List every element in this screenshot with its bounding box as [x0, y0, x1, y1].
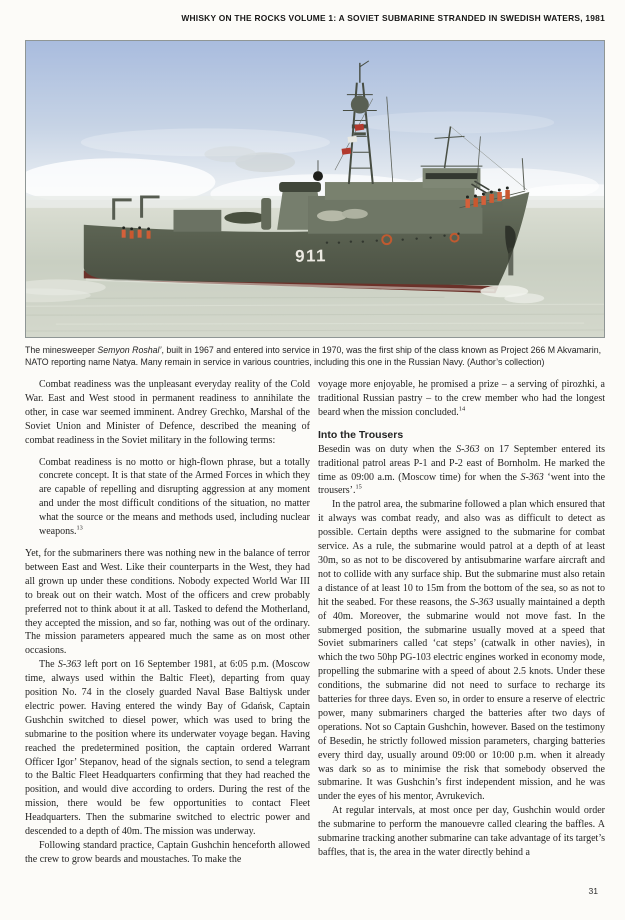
text-segment: S-363	[57, 659, 82, 671]
text-segment: Semyon Roshal’	[97, 345, 162, 355]
body-paragraph	[318, 443, 605, 499]
text-segment: Yet, for the submariners there was nothing new in the balance of terror between East and West. Like their counterparts in the West, they had all grown up under these conditions. Nobody expected World War III to break out on their watch. Most of the officers and crew probably preferred not to think about it at all. Tasked to defend the Motherland, they accepted the mission, and so far, nothing was out of the ordinary. The mission parameters appeared much the same as on most other occasions.	[25, 547, 310, 657]
page-number: 31	[588, 886, 598, 896]
footnote-ref: 13	[76, 524, 83, 532]
body-paragraph	[25, 839, 310, 867]
text-segment: S-363	[520, 471, 544, 483]
liferaft-canister	[317, 210, 347, 221]
text-segment: S-363	[470, 596, 494, 608]
bridge-windows	[426, 173, 478, 179]
body-paragraph	[318, 498, 605, 804]
body-paragraph	[25, 658, 310, 839]
text-segment: , built in 1967 and entered into service in 1970, was the first ship of the class known as Project 266 M Akvamarin, NATO reporting name Natya. Many remain in service in various countries, including this one in the Russian Navy. (Author’s collection)	[25, 345, 602, 368]
body-paragraph	[39, 456, 310, 539]
anchor-streak	[508, 248, 513, 276]
right-column	[318, 378, 605, 867]
left-column	[25, 378, 310, 867]
body-paragraph	[318, 378, 605, 420]
text-segment: Following standard practice, Captain Gushchin henceforth allowed the crew to grow beards and moustaches. To make the	[25, 840, 310, 865]
photo-caption	[25, 344, 605, 369]
text-segment: Combat readiness is no motto or high-flown phrase, but a totally concrete concept. It is that state of the Armed Forces in which they are capable of repelling and disrupting aggression at any moment and under the most difficult conditions of the situation, no matter what the source or the means and methods used, including nuclear weapons.	[39, 456, 310, 538]
text-segment: The	[39, 659, 58, 671]
running-header: WHISKY ON THE ROCKS VOLUME 1: A SOVIET SUBMARINE STRANDED IN SWEDISH WATERS, 1981	[181, 13, 605, 23]
aft-deckhouse	[173, 210, 221, 232]
text-segment: ‘went into the trousers’.	[318, 471, 606, 497]
ship-photo	[25, 40, 605, 338]
text-segment: S-363	[456, 443, 480, 455]
text-segment: voyage more enjoyable, he promised a prize – a serving of pirozhki, a traditional Russian pastry – to the crew member who had the longest beard when the mission concluded.	[318, 379, 605, 418]
hull-number: 911	[294, 246, 328, 266]
text-segment: left port on 16 September 1981, at 6:05 p.m. (Moscow time, always used within the Baltic Fleet), departing from quay position No. 74 in the closely guarded Naval Base Baltiysk under electric power. Having entered the windy Bay of Gdańsk, Captain Gushchin switched to diesel power, which was used to bring the submarine to the position where its underwater voyage began. Having reached the predetermined position, the captain ordered Warrant Officer Igor’ Stepanov, head of the signals section, to send a telegram to the Baltic Fleet Headquarters confirming that they had reached the position, and would dive according to orders. During the rest of the mission, there would be few opportunities to contact Fleet Headquarters. Then the submarine switched to electric power and descended to a depth of 40m. The mission was underway.	[25, 659, 311, 838]
body-paragraph	[318, 804, 605, 860]
body-paragraph	[25, 378, 310, 448]
text-segment: Combat readiness was the unpleasant everyday reality of the Cold War. East and West stood in permanent readiness to annihilate the other, in case war seemed imminent. Andrey Grechko, Marshal of the Soviet Union and Minister of Defence, described the meaning of combat readiness in the Soviet military in the following terms:	[25, 379, 310, 446]
text-segment: usually maintained a depth of 40m. Moreover, the submarine would not move fast. In the submerged position, the submarine usually moved at a speed that Soviet submariners called ‘cat steps’ (catwalk in other navies), in which the two 50hp PG-103 electric engines worked in economy mode, propelling the submarine with a speed of about 2.5 knots. Under these conditions, the submarine did not need to surface to recharge its batteries for three days. Even so, in order to ensure a reserve of electric power, many submariners charged the batteries after two days of operations. Not so Captain Gushchin, however. Based on the testimony of Besedin, he strictly followed mission parameters, charging batteries every third day, usually around 09:00 or 10:00 p.m. when it already was dark so as to minimise the risk that somebody observed the submarine. It was Gushchin’s first independent mission, and he was under the eyes of his mentor, Avrukevich.	[318, 596, 605, 803]
ship-boat	[224, 212, 266, 224]
liferaft-canister	[342, 209, 368, 219]
ship-photo-illustration	[26, 41, 604, 337]
text-segment: on 17 September entered its traditional patrol areas P-1 and P-2 east of Bornholm. He marked the time as 09:00 a.m. (Moscow time) for when the	[318, 443, 605, 483]
funnel-cap	[279, 182, 321, 192]
footnote-ref: 14	[458, 405, 466, 413]
body-columns	[25, 378, 605, 867]
text-segment: Besedin was on duty when the	[318, 443, 457, 455]
text-segment: In the patrol area, the submarine followed a plan which ensured that it always was combat ready, and also was as difficult to detect as possible. Certain depths were assigned to the submarine for combat service. As a rule, the submarine would patrol at a depth of at least 30m, so as not to be discovered by antisubmarine warfare aircraft and not to collide with any surface ship. But the submarine must also retain a distance of at least 10 to 15m from the bottom of the sea, so as not to hit the seabed. For these reasons, the	[318, 499, 605, 608]
text-segment: At regular intervals, at most once per day, Gushchin would order the submarine to perform the manouevre called clearing the baffles. A submarine tracking another submarine can take advantage of its target’s baffles, that is, the area in the water directly behind a	[318, 805, 605, 858]
footnote-ref: 15	[355, 484, 362, 492]
text-segment: Into the Trousers	[318, 428, 404, 441]
day-shape-ball	[313, 171, 323, 181]
radar-antenna	[354, 132, 366, 135]
body-paragraph	[25, 547, 310, 658]
text-segment: The minesweeper	[25, 345, 98, 355]
section-heading	[318, 429, 605, 442]
vent	[261, 198, 271, 230]
